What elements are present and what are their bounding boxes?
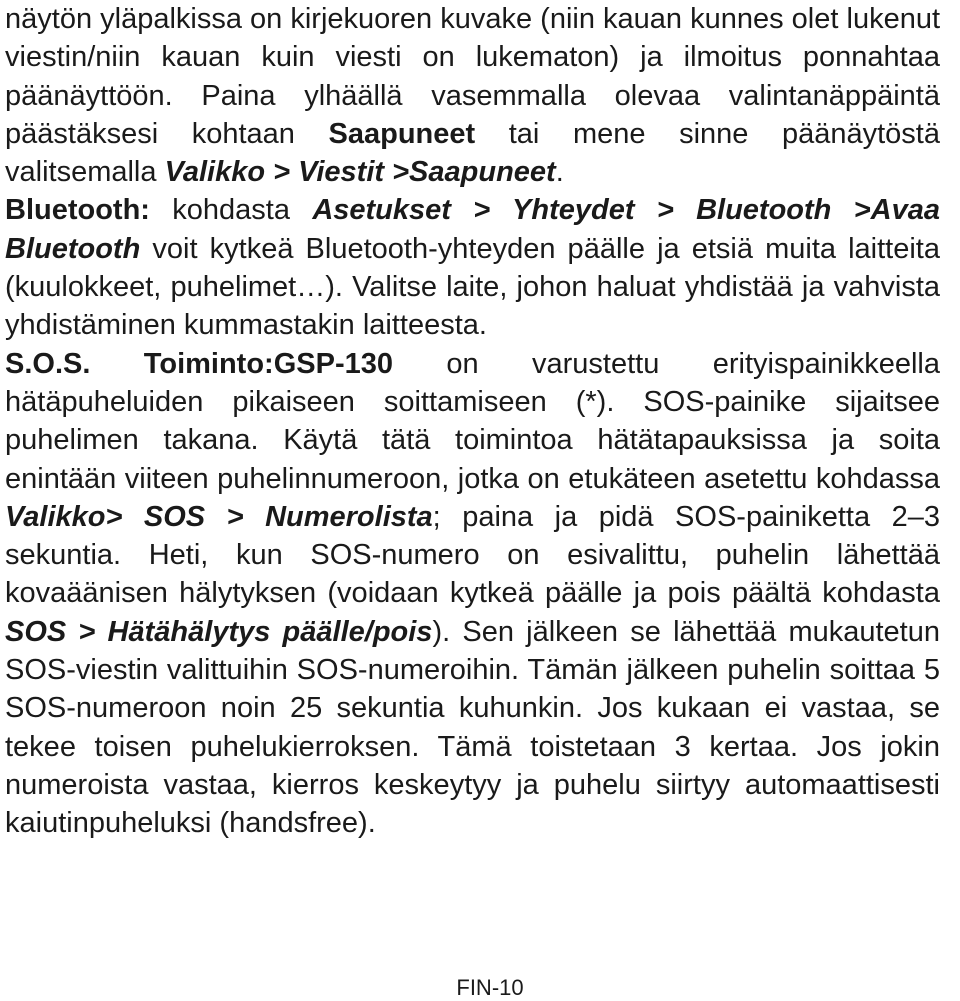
sos-text-3: ). Sen jälkeen se lähettää mukautetun SOS-viestin valittuihin SOS-numeroihin. Tämän jälkeen puhelin soittaa 5 SOS-numeroon noin 25 sekuntia kuhunkin. Jos kukaan ei vastaa, se tekee toisen puhelukierroksen. Tämä toistetaan 3 kertaa. Jos jokin numeroista vastaa, kierros keskeytyy ja puhelu siirtyy automaattisesti kaiutinpuheluksi (handsfree). bbox=[5, 615, 940, 840]
intro-text-1: näytön yläpalkissa on kirjekuoren kuvake (niin kauan kunnes olet lukenut viestin/niin kauan kuin viesti on lukematon) ja ilmoitus ponnahtaa päänäyttöön. Paina ylhäällä vasemmalla olevaa valintanäppäintä päästäksesi kohtaan bbox=[5, 3, 941, 150]
intro-text-2: tai mene sinne päänäytöstä valitsemalla bbox=[5, 117, 940, 189]
inbox-term: Saapuneet bbox=[328, 117, 476, 150]
bluetooth-paragraph bbox=[5, 191, 940, 344]
sos-paragraph bbox=[5, 345, 940, 843]
manual-page bbox=[5, 0, 940, 843]
sos-text-1: on varustettu erityispainikkeella hätäpuheluiden pikaiseen soittamiseen (*). SOS-painike sijaitsee puhelimen takana. Käytä tätä toimintoa hätätapauksissa ja soita enintään viiteen puhelinnumeroon, jotka on etukäteen asetettu kohdassa bbox=[5, 347, 940, 495]
sos-text-2: ; paina ja pidä SOS-painiketta 2–3 sekuntia. Heti, kun SOS-numero on esivalittu, puhelin lähettää kovaäänisen hälytyksen (voidaan kytkeä päälle ja pois päältä kohdasta bbox=[5, 500, 940, 610]
bluetooth-text-1: kohdasta bbox=[149, 194, 313, 227]
sos-number-list-path: Valikko> SOS > Numerolista bbox=[5, 500, 433, 533]
page-number: FIN-10 bbox=[456, 975, 524, 1000]
intro-paragraph bbox=[5, 0, 940, 191]
inbox-menu-path: Valikko > Viestit >Saapuneet bbox=[164, 156, 556, 189]
intro-text-3: . bbox=[555, 156, 564, 189]
page-footer bbox=[0, 975, 960, 1001]
bluetooth-heading: Bluetooth: bbox=[5, 194, 150, 227]
bluetooth-menu-path: Asetukset > Yhteydet > Bluetooth >Avaa Bluetooth bbox=[5, 194, 940, 265]
sos-heading: S.O.S. Toiminto:GSP-130 bbox=[5, 347, 393, 380]
bluetooth-text-2: voit kytkeä Bluetooth-yhteyden päälle ja etsiä muita laitteita (kuulokkeet, puhelimet…). Valitse laite, johon haluat yhdistää ja vahvista yhdistäminen kummastakin laitteesta. bbox=[5, 232, 940, 342]
sos-alarm-toggle-path: SOS > Hätähälytys päälle/pois bbox=[5, 615, 433, 648]
